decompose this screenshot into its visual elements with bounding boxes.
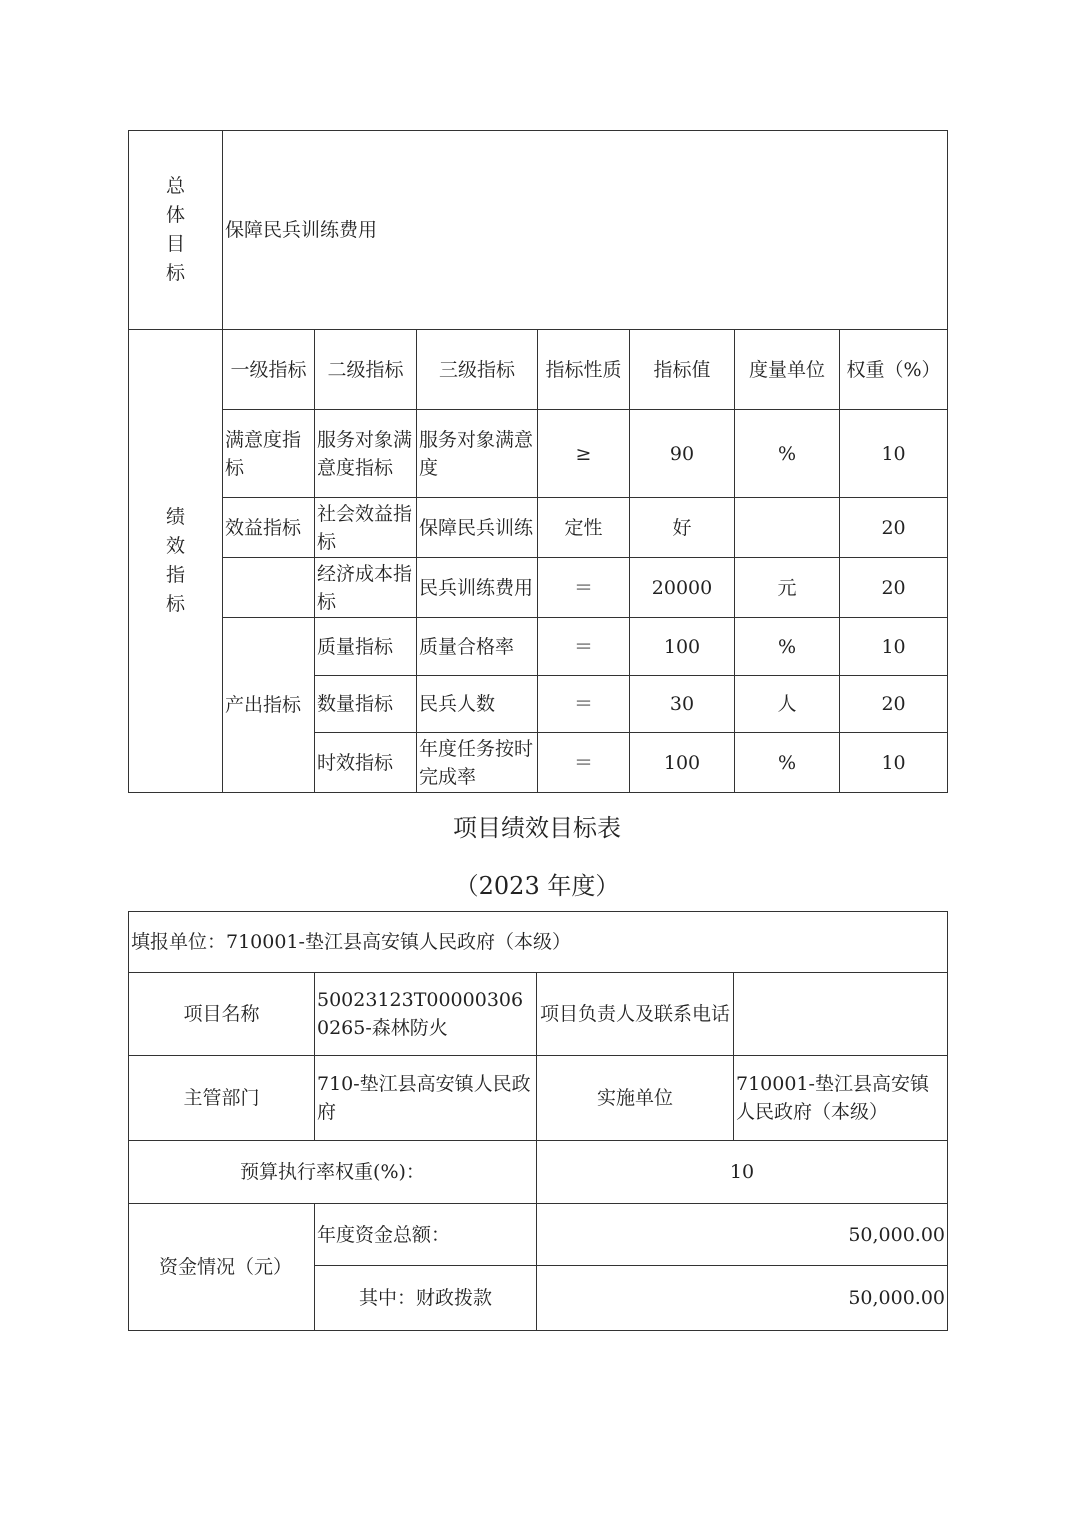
header-level2: 二级指标 [315,330,417,410]
page-subtitle: （2023 年度） [454,872,620,900]
funds-total-value: 50,000.00 [537,1204,948,1266]
budget-rate-label: 预算执行率权重(%)： [129,1141,537,1204]
performance-indicator-label: 绩 效 指 标 [129,330,223,793]
table-row: 数量指标 民兵人数 ＝ 30 人 20 [129,676,948,733]
funds-label: 资金情况（元） [129,1204,315,1331]
performance-indicators-table [128,130,948,793]
project-name-value: 50023123T000003060265-森林防火 [315,973,537,1056]
funds-total-label: 年度资金总额： [315,1204,537,1266]
project-owner-label: 项目负责人及联系电话 [537,973,734,1056]
table-row: 经济成本指标 民兵训练费用 ＝ 20000 元 20 [129,558,948,618]
table-row: 满意度指标 服务对象满意度指标 服务对象满意度 ≥ 90 % 10 [129,410,948,498]
project-info-table [128,911,948,1331]
project-name-label: 项目名称 [129,973,315,1056]
header-unit: 度量单位 [735,330,840,410]
header-level1: 一级指标 [223,330,315,410]
header-weight: 权重（%） [840,330,948,410]
dept-value: 710-垫江县高安镇人民政府 [315,1056,537,1141]
funds-fiscal-value: 50,000.00 [537,1266,948,1331]
table-row: 产出指标 质量指标 质量合格率 ＝ 100 % 10 [129,618,948,676]
overall-goal-text: 保障民兵训练费用 [223,131,948,330]
table-row: 效益指标 社会效益指标 保障民兵训练 定性 好 20 [129,498,948,558]
page-title: 项目绩效目标表 [453,814,621,842]
budget-rate-value: 10 [537,1141,948,1204]
impl-value: 710001-垫江县高安镇人民政府（本级） [734,1056,948,1141]
filler-unit: 填报单位：710001-垫江县高安镇人民政府（本级） [129,912,948,973]
project-owner-value [734,973,948,1056]
impl-label: 实施单位 [537,1056,734,1141]
overall-goal-label: 总 体 目 标 [129,131,223,330]
table-row: 时效指标 年度任务按时完成率 ＝ 100 % 10 [129,733,948,793]
funds-fiscal-label: 其中：财政拨款 [315,1266,537,1331]
header-level3: 三级指标 [417,330,538,410]
dept-label: 主管部门 [129,1056,315,1141]
header-nature: 指标性质 [538,330,630,410]
header-value: 指标值 [630,330,735,410]
